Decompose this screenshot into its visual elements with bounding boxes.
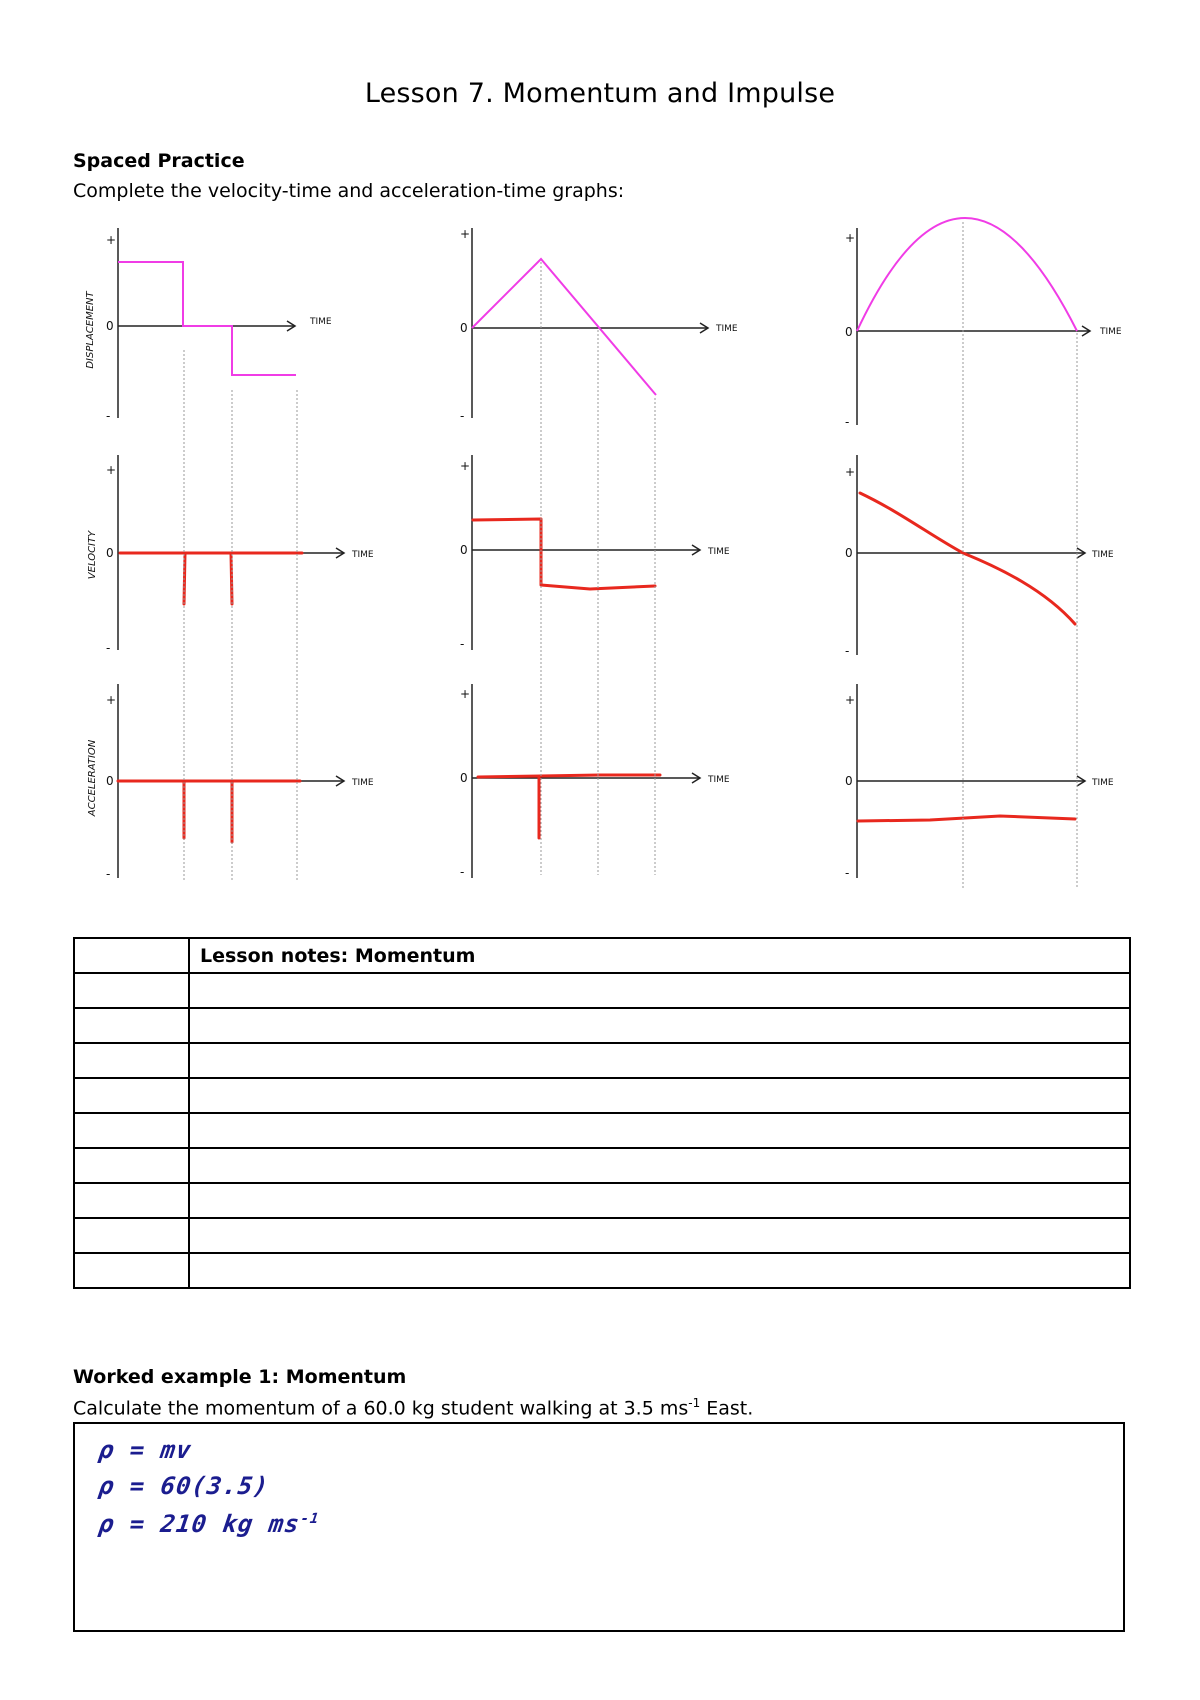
worked-example-heading: Worked example 1: Momentum (73, 1366, 407, 1388)
question-text: Calculate the momentum of a 60.0 kg student walking at 3.5 ms (73, 1397, 689, 1420)
zero-label: 0 (460, 771, 468, 785)
notes-key-cell[interactable] (74, 1008, 189, 1043)
answer-line-3 (97, 1510, 321, 1538)
notes-table-header: Lesson notes: Momentum (189, 938, 1130, 973)
question-direction: East. (700, 1397, 754, 1420)
table-row (74, 973, 1130, 1008)
table-row (74, 1043, 1130, 1078)
notes-key-cell[interactable] (74, 938, 189, 973)
worked-example-question (73, 1396, 753, 1419)
row-label-velocity: VELOCITY (87, 530, 98, 580)
table-row (74, 1253, 1130, 1288)
notes-cell[interactable] (189, 1043, 1130, 1078)
notes-key-cell[interactable] (74, 1113, 189, 1148)
minus-label: - (460, 409, 465, 423)
plus-label: + (106, 463, 117, 477)
plus-label: + (845, 231, 856, 245)
table-row (74, 1148, 1130, 1183)
motion-graphs (0, 210, 1200, 910)
plus-label: + (106, 233, 117, 247)
lesson-notes-table (73, 937, 1131, 1289)
zero-label: 0 (460, 321, 468, 335)
minus-label: - (845, 415, 850, 429)
time-label: TIME (352, 550, 374, 560)
time-label: TIME (1100, 327, 1122, 337)
zero-label: 0 (845, 546, 853, 560)
zero-label: 0 (106, 319, 114, 333)
time-label: TIME (310, 317, 332, 327)
table-row (74, 1113, 1130, 1148)
spaced-practice-instruction: Complete the velocity-time and acceleration-time graphs: (73, 180, 625, 202)
graph-col1-displacement (106, 228, 332, 423)
page-title: Lesson 7. Momentum and Impulse (364, 78, 836, 109)
col2-guide-lines (541, 262, 655, 875)
minus-label: - (460, 865, 465, 879)
graph-col1-velocity (106, 455, 374, 655)
answer-acceleration-curve (858, 816, 1075, 821)
graph-col2-acceleration (460, 684, 730, 879)
graph-col3-velocity (845, 455, 1114, 658)
zero-label: 0 (460, 543, 468, 557)
given-displacement-curve (472, 259, 656, 395)
answer-line-1: ρ = mv (97, 1436, 194, 1464)
answer-acceleration-curve (118, 781, 300, 842)
zero-label: 0 (106, 774, 114, 788)
notes-key-cell[interactable] (74, 1078, 189, 1113)
time-label: TIME (708, 547, 730, 557)
notes-cell[interactable] (189, 1113, 1130, 1148)
plus-label: + (460, 687, 471, 701)
notes-cell[interactable] (189, 1078, 1130, 1113)
graph-col2-velocity (460, 455, 730, 651)
notes-key-cell[interactable] (74, 1043, 189, 1078)
answer-velocity-curve (473, 519, 655, 589)
answer-line-2: ρ = 60(3.5) (97, 1472, 271, 1500)
plus-label: + (106, 693, 117, 707)
minus-label: - (845, 866, 850, 880)
notes-cell[interactable] (189, 1008, 1130, 1043)
table-row (74, 1008, 1130, 1043)
notes-key-cell[interactable] (74, 973, 189, 1008)
zero-label: 0 (106, 546, 114, 560)
spaced-practice-heading: Spaced Practice (73, 150, 245, 172)
graph-col3-acceleration (845, 684, 1114, 880)
col3-guide-lines (963, 222, 1077, 888)
given-displacement-curve (118, 262, 296, 375)
plus-label: + (460, 459, 471, 473)
notes-key-cell[interactable] (74, 1218, 189, 1253)
notes-cell[interactable] (189, 1253, 1130, 1288)
graph-col2-displacement (460, 227, 738, 423)
notes-key-cell[interactable] (74, 1183, 189, 1218)
zero-label: 0 (845, 774, 853, 788)
plus-label: + (845, 465, 856, 479)
graph-col3-displacement (845, 218, 1122, 429)
answer-unit-exponent: -1 (299, 1511, 321, 1527)
given-displacement-curve (857, 218, 1077, 331)
time-label: TIME (716, 324, 738, 334)
notes-key-cell[interactable] (74, 1253, 189, 1288)
plus-label: + (845, 693, 856, 707)
minus-label: - (106, 867, 111, 881)
time-label: TIME (352, 778, 374, 788)
col1-guide-lines (184, 350, 297, 880)
question-unit-exponent: -1 (688, 1396, 701, 1410)
zero-label: 0 (845, 325, 853, 339)
notes-cell[interactable] (189, 1218, 1130, 1253)
notes-cell[interactable] (189, 973, 1130, 1008)
answer-velocity-curve (120, 553, 302, 604)
row-label-acceleration: ACCELERATION (87, 739, 98, 817)
table-header-row (74, 938, 1130, 973)
table-row (74, 1183, 1130, 1218)
graph-col1-acceleration (106, 684, 374, 881)
answer-box[interactable] (73, 1422, 1125, 1632)
answer-velocity-curve (860, 493, 1075, 624)
minus-label: - (845, 644, 850, 658)
plus-label: + (460, 227, 471, 241)
time-label: TIME (708, 775, 730, 785)
minus-label: - (106, 409, 111, 423)
minus-label: - (460, 637, 465, 651)
minus-label: - (106, 641, 111, 655)
answer-line-3-text: ρ = 210 kg ms (97, 1510, 302, 1538)
notes-cell[interactable] (189, 1183, 1130, 1218)
table-row (74, 1078, 1130, 1113)
notes-cell[interactable] (189, 1148, 1130, 1183)
answer-acceleration-curve (478, 775, 660, 838)
notes-key-cell[interactable] (74, 1148, 189, 1183)
time-label: TIME (1092, 778, 1114, 788)
time-label: TIME (1092, 550, 1114, 560)
table-row (74, 1218, 1130, 1253)
row-label-displacement: DISPLACEMENT (85, 291, 96, 369)
